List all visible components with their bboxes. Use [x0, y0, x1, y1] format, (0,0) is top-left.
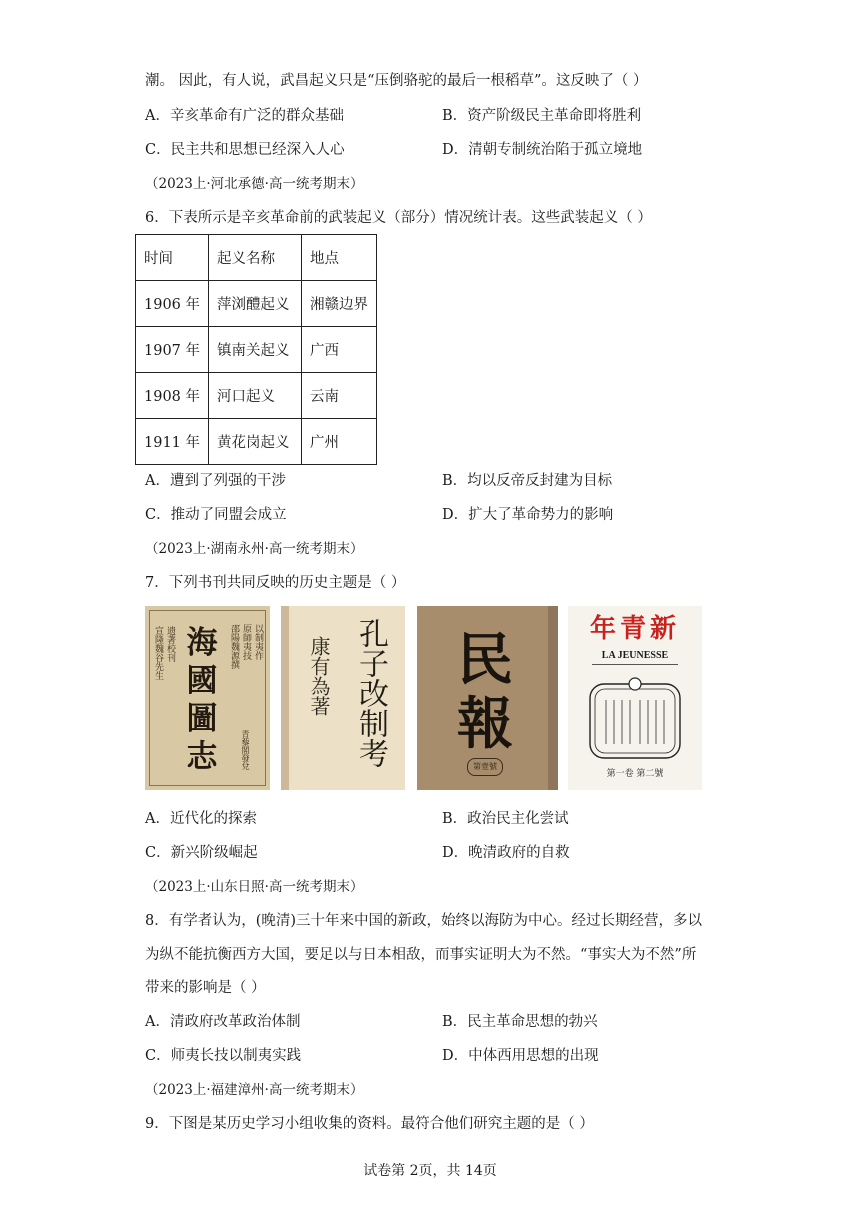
q8-stem-line: 8．有学者认为，(晚清)三十年来中国的新政，始终以海防为中心。经过长期经营，多以 — [145, 913, 703, 929]
xinqingnian-issue: 第一卷 第二號 — [606, 769, 664, 779]
q8-stem-line: 为纵不能抗衡西方大国，要足以与日本相敌，而事实证明大为不然。“事实大为不然”所 — [145, 947, 697, 963]
q9-source: （2023上·福建漳州·高一统考期末） — [145, 1082, 364, 1098]
title-char: 民 — [457, 627, 513, 693]
q6-option-d[interactable]: D．扩大了革命势力的影响 — [442, 507, 614, 523]
table-cell: 广西 — [302, 327, 377, 373]
q6-option-c[interactable]: C．推动了同盟会成立 — [145, 507, 287, 523]
table-cell: 云南 — [302, 373, 377, 419]
table-cell: 1906 年 — [136, 281, 209, 327]
q7-source: （2023上·湖南永州·高一统考期末） — [145, 541, 364, 557]
xinqingnian-title: 新青年 — [589, 614, 680, 644]
table-row — [136, 327, 377, 373]
table-cell: 1911 年 — [136, 419, 209, 465]
haiguo-publisher: 青藜閣發兌 — [241, 730, 250, 770]
q8-options-row-1 — [145, 1012, 725, 1032]
xinqingnian-cover — [568, 606, 702, 790]
q8-option-d[interactable]: D．中体西用思想的出现 — [442, 1048, 599, 1064]
q8-option-b[interactable]: B．民主革命思想的勃兴 — [442, 1014, 598, 1030]
table-row — [136, 281, 377, 327]
q7-options-row-2 — [145, 843, 725, 863]
q5-option-c[interactable]: C．民主共和思想已经深入人心 — [145, 142, 345, 158]
q8-options-row-2 — [145, 1046, 725, 1066]
q8-source: （2023上·山东日照·高一统考期末） — [145, 879, 364, 895]
title-char: 報 — [457, 691, 513, 757]
uprising-stats-table — [135, 234, 377, 465]
haiguo-right-col: 遗著校刊 — [165, 626, 175, 662]
q7-option-a[interactable]: A．近代化的探索 — [145, 811, 257, 827]
minbao-title — [443, 628, 527, 756]
ornamental-frame-icon — [588, 676, 682, 762]
q6-option-b[interactable]: B．均以反帝反封建为目标 — [442, 473, 613, 489]
kongzi-gaizhi-kao-cover — [281, 606, 405, 790]
title-char: 國 — [186, 663, 218, 699]
q9-stem: 9．下图是某历史学习小组收集的资料。最符合他们研究主题的是（ ） — [145, 1116, 594, 1132]
table-cell: 1908 年 — [136, 373, 209, 419]
page-footer: 试卷第 2页，共 14页 — [363, 1163, 497, 1179]
q6-option-a[interactable]: A．遭到了列强的干涉 — [145, 473, 286, 489]
table-row — [136, 419, 377, 465]
table-header-cell: 地点 — [302, 235, 377, 281]
table-row — [136, 373, 377, 419]
cover-spine — [281, 606, 289, 790]
table-cell: 1907 年 — [136, 327, 209, 373]
minbao-issue-seal: 第壹號 — [467, 758, 503, 776]
title-char: 圖 — [186, 701, 218, 737]
table-header-row — [136, 235, 377, 281]
q6-options-row-2 — [145, 505, 725, 525]
q5-options-row-2 — [145, 140, 725, 160]
cover-edge — [548, 606, 558, 790]
q7-options-row-1 — [145, 809, 725, 829]
q5-options-row-1 — [145, 106, 725, 126]
xinqingnian-subtitle: LA JEUNESSE — [601, 650, 669, 661]
title-char: 志 — [186, 739, 218, 775]
table-cell: 镇南关起义 — [209, 327, 302, 373]
q7-option-d[interactable]: D．晚清政府的自救 — [442, 845, 570, 861]
kongzi-title: 孔子改制考 — [353, 618, 388, 768]
q8-option-a[interactable]: A．清政府改革政治体制 — [145, 1014, 301, 1030]
q5-option-a[interactable]: A．辛亥革命有广泛的群众基础 — [145, 108, 344, 124]
q8-stem-line: 带来的影响是（ ） — [145, 980, 266, 996]
haiguo-left-col: 以制夷作 — [253, 624, 263, 660]
q5-option-b[interactable]: B．资产阶级民主革命即将胜利 — [442, 108, 642, 124]
table-cell: 河口起义 — [209, 373, 302, 419]
table-cell: 广州 — [302, 419, 377, 465]
haiguo-left-col: 原師夷技 — [241, 624, 251, 660]
q6-stem: 6．下表所示是辛亥革命前的武装起义（部分）情况统计表。这些武装起义（ ） — [145, 210, 652, 226]
table-header-cell: 时间 — [136, 235, 209, 281]
table-cell: 湘赣边界 — [302, 281, 377, 327]
table-header-cell: 起义名称 — [209, 235, 302, 281]
table-cell: 萍浏醴起义 — [209, 281, 302, 327]
minbao-cover — [417, 606, 558, 790]
q7-stem: 7．下列书刊共同反映的历史主题是（ ） — [145, 575, 406, 591]
q7-option-c[interactable]: C．新兴阶级崛起 — [145, 845, 258, 861]
kongzi-author: 康有為著 — [307, 636, 331, 716]
q5-option-d[interactable]: D．清朝专制统治陷于孤立境地 — [442, 142, 643, 158]
haiguo-tuzhi-cover — [145, 606, 270, 790]
q6-options-row-1 — [145, 471, 725, 491]
table-cell: 黄花岗起义 — [209, 419, 302, 465]
haiguo-right-col: 宣隆魏谷先生 — [153, 626, 163, 680]
haiguo-left-col: 邵陽魏源撰 — [229, 624, 239, 669]
title-char: 海 — [186, 625, 218, 661]
q5-stem-tail: 潮。 因此，有人说，武昌起义只是“压倒骆驼的最后一根稻草”。这反映了（ ） — [145, 73, 648, 89]
q7-option-b[interactable]: B．政治民主化尝试 — [442, 811, 569, 827]
haiguo-title — [180, 624, 224, 776]
cover-rule — [592, 664, 678, 669]
q6-source: （2023上·河北承德·高一统考期末） — [145, 176, 364, 192]
q8-option-c[interactable]: C．师夷长技以制夷实践 — [145, 1048, 302, 1064]
